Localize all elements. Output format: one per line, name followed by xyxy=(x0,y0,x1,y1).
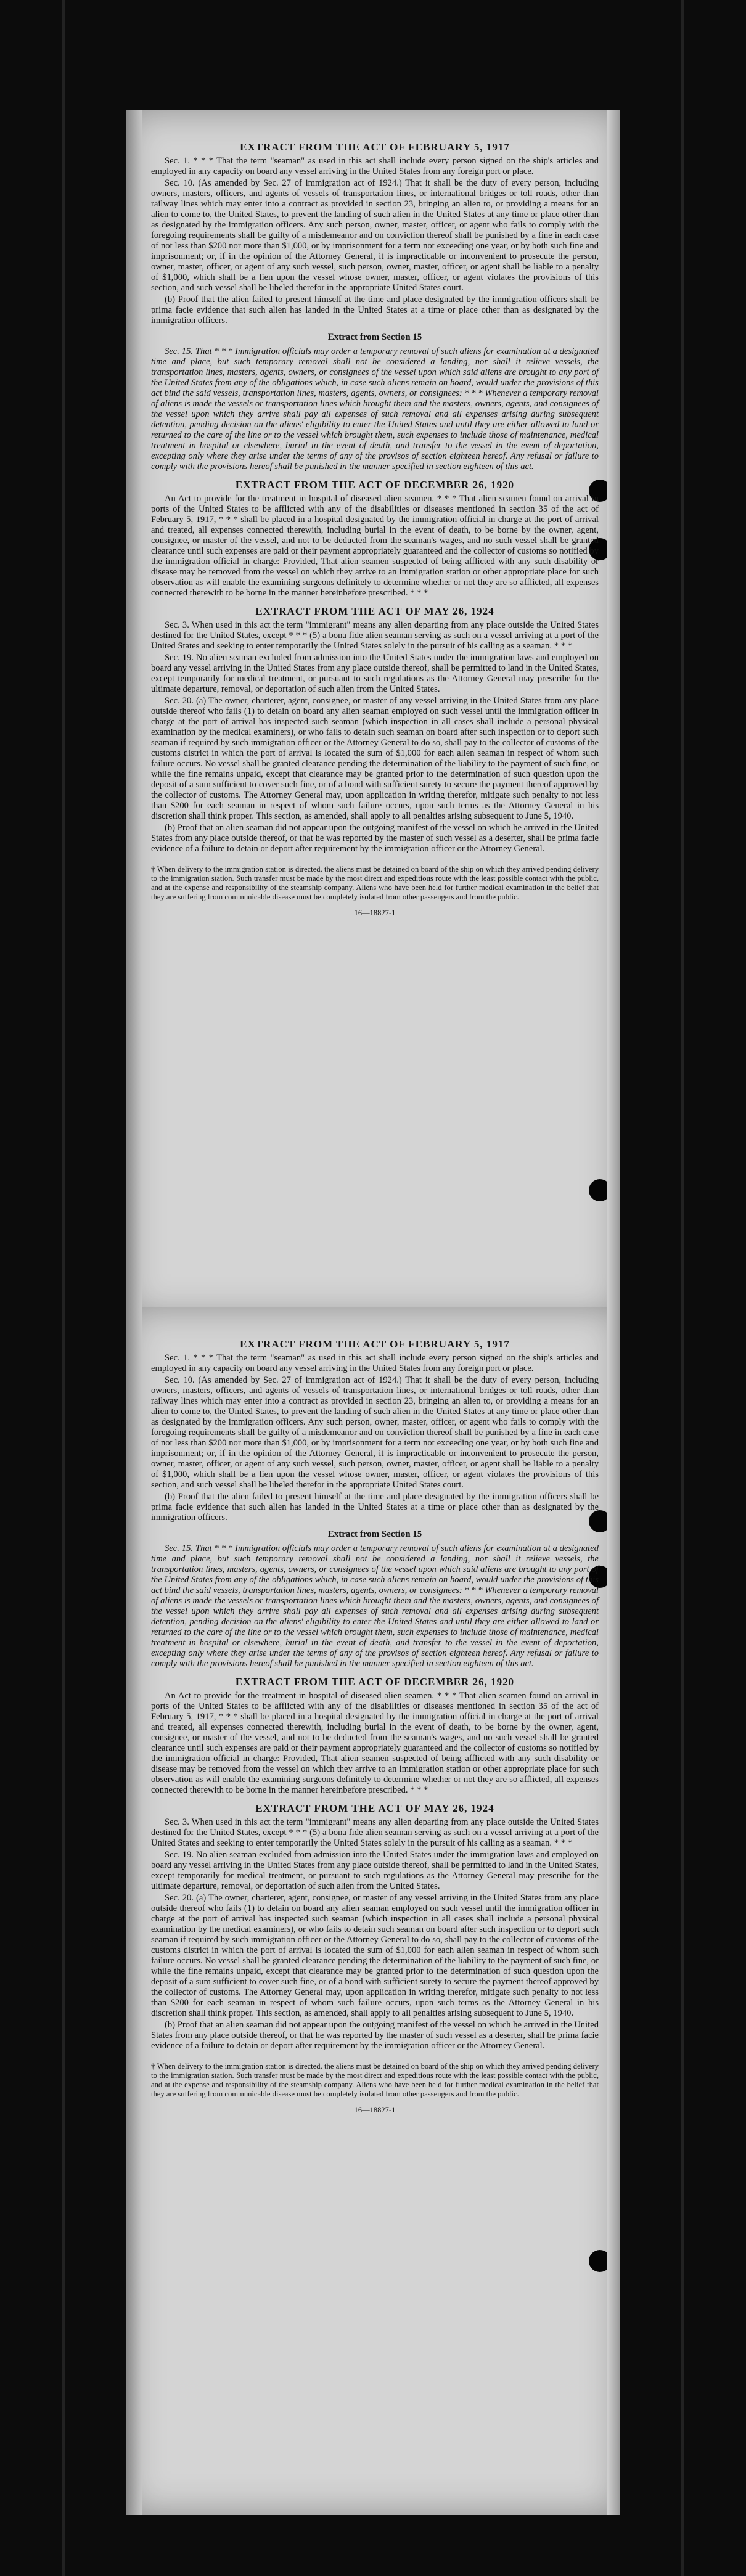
footnote: † When delivery to the immigration station is directed, the aliens must be detained on board of the ship on which they arrived pending delivery to the immigration station. Such transfer must be made by the most direct and expeditious route with the least possible contact with the public, and at the expense and responsibility of the steamship company. Aliens who have been held for further medical examination in the belief that they are suffering from communicable disease must be completely isolated from other passengers and from the public. xyxy=(151,2058,599,2099)
section-10: Sec. 10. (As amended by Sec. 27 of immigration act of 1924.) That it shall be the duty of every person, including owners, masters, officers, and agents of vessels of transportation lines, or international bridges or toll roads, other than railway lines which may enter into a contract as provided in section 23, bringing an alien to, or providing a means for an alien to come to, the United States, to prevent the landing of such alien in the United States at any time or place other than as designated by the immigration officers. Any such person, owner, master, officer, or agent who fails to comply with the foregoing requirements shall be guilty of a misdemeanor and on conviction thereof shall be punished by a fine in each case of not less than $200 nor more than $1,000, or by imprisonment for a term not exceeding one year, or by both such fine and imprisonment; or, if in the opinion of the Attorney General, it is impracticable or inconvenient to prosecute the person, owner, master, officer, or agent of any such vessel, such person, owner, master, officer, or agent shall be liable to a penalty of $1,000, which shall be a lien upon the vessel whose owner, master, officer, or agent violates the provisions of this section, and such vessel shall be libeled therefor in the appropriate United States court. xyxy=(151,1375,599,1490)
page-text xyxy=(151,134,599,1293)
section-3: Sec. 3. When used in this act the term "immigrant" means any alien departing from any place outside the United States destined for the United States, except * * * (5) a bona fide alien seaman serving as such on a vessel arriving at a port of the United States and seeking to enter temporarily the United States solely in the pursuit of his calling as a seaman. * * * xyxy=(151,620,599,651)
section-20: Sec. 20. (a) The owner, charterer, agent, consignee, or master of any vessel arriving in the United States from any place outside thereof who fails (1) to detain on board any alien seaman employed on such vessel until the immigration officer in charge at the port of arrival has inspected such seaman (which inspection in all cases shall include a personal physical examination by the medical examiners), or who fails to detain such seaman on board after such inspection or to deport such seaman if required by such immigration officer or the Attorney General to do so, shall pay to the collector of customs of the customs district in which the port of arrival is located the sum of $1,000 for each alien seaman in respect of whom such failure occurs. No vessel shall be granted clearance pending the determination of the liability to the payment of such fine, or while the fine remains unpaid, except that clearance may be granted prior to the determination of such question upon the deposit of a sum sufficient to cover such fine, or of a bond with sufficient surety to secure the payment thereof approved by the collector of customs. The Attorney General may, upon application in writing therefor, mitigate such penalty to not less than $200 for each seaman in respect of whom such failure occurs, upon such terms as the Attorney General in his discretion shall think proper. This section, as amended, shall apply to all penalties arising subsequent to June 5, 1940. xyxy=(151,1893,599,2018)
section-20b: (b) Proof that an alien seaman did not appear upon the outgoing manifest of the vessel on which he arrived in the United States from any place outside thereof, or that he was reported by the master of such vessel as a deserter, shall be prima facie evidence of a failure to detain or deport after requirement by the immigration officer or the Attorney General. xyxy=(151,823,599,854)
heading-act-1924: EXTRACT FROM THE ACT OF MAY 26, 1924 xyxy=(255,605,494,617)
heading-act-1920: EXTRACT FROM THE ACT OF DECEMBER 26, 1920 xyxy=(235,1676,515,1688)
section-20: Sec. 20. (a) The owner, charterer, agent, consignee, or master of any vessel arriving in the United States from any place outside thereof who fails (1) to detain on board any alien seaman employed on such vessel until the immigration officer in charge at the port of arrival has inspected such seaman (which inspection in all cases shall include a personal physical examination by the medical examiners), or who fails to detain such seaman on board after such inspection or to deport such seaman if required by such immigration officer or the Attorney General to do so, shall pay to the collector of customs of the customs district in which the port of arrival is located the sum of $1,000 for each alien seaman in respect of whom such failure occurs. No vessel shall be granted clearance pending the determination of the liability to the payment of such fine, or while the fine remains unpaid, except that clearance may be granted prior to the determination of such question upon the deposit of a sum sufficient to cover such fine, or of a bond with sufficient surety to secure the payment thereof approved by the collector of customs. The Attorney General may, upon application in writing therefor, mitigate such penalty to not less than $200 for each seaman in respect of whom such failure occurs, upon such terms as the Attorney General in his discretion shall think proper. This section, as amended, shall apply to all penalties arising subsequent to June 5, 1940. xyxy=(151,696,599,821)
section-10: Sec. 10. (As amended by Sec. 27 of immigration act of 1924.) That it shall be the duty of every person, including owners, masters, officers, and agents of vessels of transportation lines, or international bridges or toll roads, other than railway lines which may enter into a contract as provided in section 23, bringing an alien to, or providing a means for an alien to come to, the United States, to prevent the landing of such alien in the United States at any time or place other than as designated by the immigration officers. Any such person, owner, master, officer, or agent who fails to comply with the foregoing requirements shall be guilty of a misdemeanor and on conviction thereof shall be punished by a fine in each case of not less than $200 nor more than $1,000, or by imprisonment for a term not exceeding one year, or by both such fine and imprisonment; or, if in the opinion of the Attorney General, it is impracticable or inconvenient to prosecute the person, owner, master, officer, or agent of any such vessel, such person, owner, master, officer, or agent shall be liable to a penalty of $1,000, which shall be a lien upon the vessel whose owner, master, officer, or agent violates the provisions of this section, and such vessel shall be libeled therefor in the appropriate United States court. xyxy=(151,178,599,293)
film-strip-left-edge xyxy=(62,0,65,2576)
document-page-2 xyxy=(126,1307,620,2515)
heading-act-1917: EXTRACT FROM THE ACT OF FEBRUARY 5, 1917 xyxy=(240,1338,510,1350)
act-1920-text: An Act to provide for the treatment in hospital of diseased alien seamen. * * * That alien seamen found on arrival in ports of the United States to be afflicted with any of the disabilities or diseases mentioned in section 35 of the act of February 5, 1917, * * * shall be placed in a hospital designated by the immigration official in charge at the port of arrival and treated, all expenses connected therewith, including burial in the event of death, to be borne by the owner, agent, consignee, or master of the vessel, and not to be deducted from the seaman's wages, and no such vessel shall be granted clearance until such expenses are paid or their payment appropriately guaranteed and the collector of customs so notified by the immigration official in charge: Provided, That alien seamen suspected of being afflicted with any such disability or disease may be removed from the vessel on which they arrive to an immigration station or other appropriate place for such observation as will enable the examining surgeons definitely to determine whether or not they are so afflicted, all expenses connected therewith to be borne in the manner hereinbefore prescribed. * * * xyxy=(151,494,599,598)
section-3: Sec. 3. When used in this act the term "immigrant" means any alien departing from any place outside the United States destined for the United States, except * * * (5) a bona fide alien seaman serving as such on a vessel arriving at a port of the United States and seeking to enter temporarily the United States solely in the pursuit of his calling as a seaman. * * * xyxy=(151,1817,599,1848)
subheading-section-15: Extract from Section 15 xyxy=(327,332,422,342)
document-code: 16—18827-1 xyxy=(354,909,396,917)
section-10b: (b) Proof that the alien failed to present himself at the time and place designated by the immigration officers shall be prima facie evidence that such alien has landed in the United States at a time or place other than as designated by the immigration officers. xyxy=(151,295,599,325)
heading-act-1920: EXTRACT FROM THE ACT OF DECEMBER 26, 1920 xyxy=(235,479,515,491)
document-page-1 xyxy=(126,110,620,1318)
section-20b: (b) Proof that an alien seaman did not appear upon the outgoing manifest of the vessel on which he arrived in the United States from any place outside thereof, or that he was reported by the master of such vessel as a deserter, shall be prima facie evidence of a failure to detain or deport after requirement by the immigration officer or the Attorney General. xyxy=(151,2020,599,2051)
act-1920-text: An Act to provide for the treatment in hospital of diseased alien seamen. * * * That alien seamen found on arrival in ports of the United States to be afflicted with any of the disabilities or diseases mentioned in section 35 of the act of February 5, 1917, * * * shall be placed in a hospital designated by the immigration official in charge at the port of arrival and treated, all expenses connected therewith, including burial in the event of death, to be borne by the owner, agent, consignee, or master of the vessel, and not to be deducted from the seaman's wages, and no such vessel shall be granted clearance until such expenses are paid or their payment appropriately guaranteed and the collector of customs so notified by the immigration official in charge: Provided, That alien seamen suspected of being afflicted with any such disability or disease may be removed from the vessel on which they arrive to an immigration station or other appropriate place for such observation as will enable the examining surgeons definitely to determine whether or not they are so afflicted, all expenses connected therewith to be borne in the manner hereinbefore prescribed. * * * xyxy=(151,1691,599,1795)
section-10b: (b) Proof that the alien failed to present himself at the time and place designated by the immigration officers shall be prima facie evidence that such alien has landed in the United States at a time or place other than as designated by the immigration officers. xyxy=(151,1492,599,1523)
footnote: † When delivery to the immigration station is directed, the aliens must be detained on board of the ship on which they arrived pending delivery to the immigration station. Such transfer must be made by the most direct and expeditious route with the least possible contact with the public, and at the expense and responsibility of the steamship company. Aliens who have been held for further medical examination in the belief that they are suffering from communicable disease must be completely isolated from other passengers and from the public. xyxy=(151,861,599,902)
film-strip-right-edge xyxy=(681,0,684,2576)
heading-act-1924: EXTRACT FROM THE ACT OF MAY 26, 1924 xyxy=(255,1802,494,1814)
section-19: Sec. 19. No alien seaman excluded from admission into the United States under the immigration laws and employed on board any vessel arriving in the United States from any place outside thereof, shall be permitted to land in the United States, except temporarily for medical treatment, or pursuant to such regulations as the Attorney General may prescribe for the ultimate departure, removal, or deportation of such alien from the United States. xyxy=(151,653,599,694)
section-19: Sec. 19. No alien seaman excluded from admission into the United States under the immigration laws and employed on board any vessel arriving in the United States from any place outside thereof, shall be permitted to land in the United States, except temporarily for medical treatment, or pursuant to such regulations as the Attorney General may prescribe for the ultimate departure, removal, or deportation of such alien from the United States. xyxy=(151,1850,599,1891)
section-15: Sec. 15. That * * * Immigration officials may order a temporary removal of such aliens for examination at a designated time and place, but such temporary removal shall not be considered a landing, nor shall it relieve vessels, the transportation lines, masters, agents, owners, or consignees of the vessel upon which said aliens are brought to any port of the United States from any of the obligations which, in case such aliens remain on board, would under the provisions of this act bind the said vessels, transportation lines, masters, agents, owners, or consignees: * * * Whenever a temporary removal of aliens is made the vessels or transportation lines which brought them and the masters, owners, agents, and consignees of the vessel upon which they arrive shall pay all expenses of such removal and all expenses arising during subsequent detention, pending decision on the aliens' eligibility to enter the United States and until they are either allowed to land or returned to the care of the line or to the vessel which brought them, such expenses to include those of maintenance, medical treatment in hospital or elsewhere, burial in the event of death, and transfer to the vessel in the event of deportation, excepting only where they arise under the terms of any of the provisos of section eighteen hereof. Any refusal or failure to comply with the provisions hereof shall be punished in the manner specified in section eighteen of this act. xyxy=(151,346,599,472)
document-code: 16—18827-1 xyxy=(354,2106,396,2114)
page-text xyxy=(151,1331,599,2490)
subheading-section-15: Extract from Section 15 xyxy=(327,1529,422,1539)
section-1: Sec. 1. * * * That the term "seaman" as used in this act shall include every person signed on the ship's articles and employed in any capacity on board any vessel arriving in the United States from any foreign port or place. xyxy=(151,156,599,176)
section-1: Sec. 1. * * * That the term "seaman" as used in this act shall include every person signed on the ship's articles and employed in any capacity on board any vessel arriving in the United States from any foreign port or place. xyxy=(151,1353,599,1373)
section-15: Sec. 15. That * * * Immigration officials may order a temporary removal of such aliens for examination at a designated time and place, but such temporary removal shall not be considered a landing, nor shall it relieve vessels, the transportation lines, masters, agents, owners, or consignees of the vessel upon which said aliens are brought to any port of the United States from any of the obligations which, in case such aliens remain on board, would under the provisions of this act bind the said vessels, transportation lines, masters, agents, owners, or consignees: * * * Whenever a temporary removal of aliens is made the vessels or transportation lines which brought them and the masters, owners, agents, and consignees of the vessel upon which they arrive shall pay all expenses of such removal and all expenses arising during subsequent detention, pending decision on the aliens' eligibility to enter the United States and until they are either allowed to land or returned to the care of the line or to the vessel which brought them, such expenses to include those of maintenance, medical treatment in hospital or elsewhere, burial in the event of death, and transfer to the vessel in the event of deportation, excepting only where they arise under the terms of any of the provisos of section eighteen hereof. Any refusal or failure to comply with the provisions hereof shall be punished in the manner specified in section eighteen of this act. xyxy=(151,1544,599,1669)
heading-act-1917: EXTRACT FROM THE ACT OF FEBRUARY 5, 1917 xyxy=(240,141,510,153)
